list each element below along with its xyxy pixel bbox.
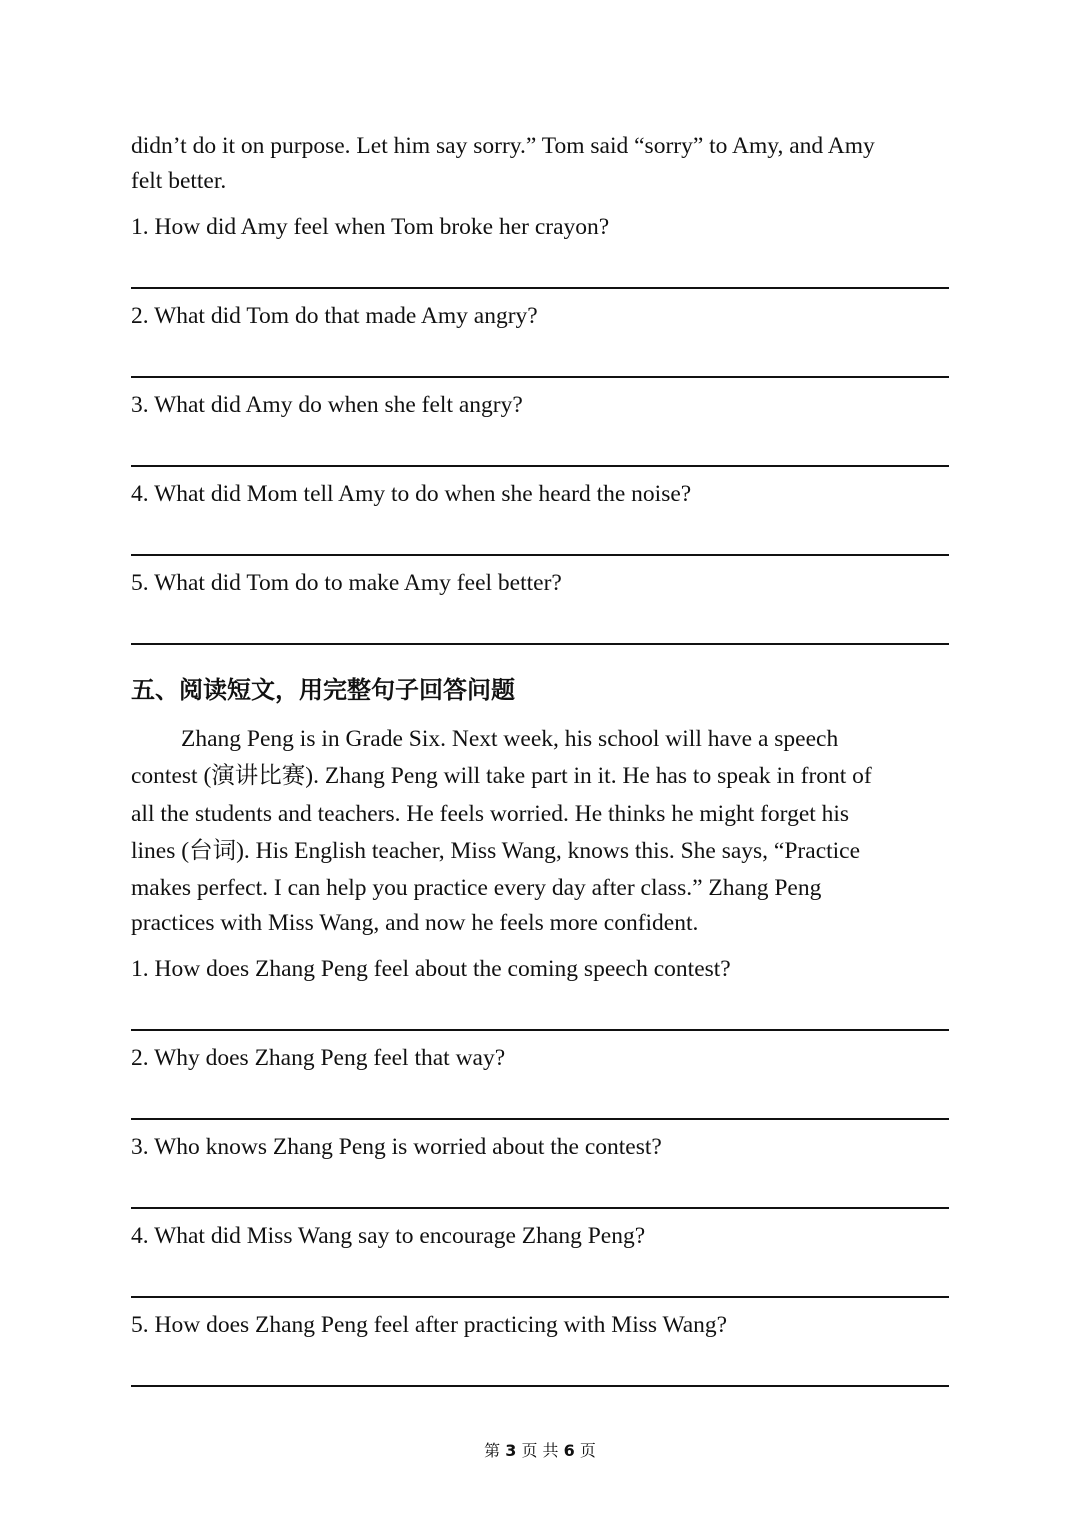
question-1: 1. How does Zhang Peng feel about the coming speech contest? (131, 956, 731, 982)
footer-suffix: 页 (579, 1441, 596, 1460)
passage-line: felt better. (131, 168, 227, 194)
page-footer (0, 1441, 1080, 1461)
passage-line: lines (台词). His English teacher, Miss Wang, knows this. She says, “Practice (131, 838, 861, 864)
question-2: 2. What did Tom do that made Amy angry? (131, 303, 538, 329)
passage-line: all the students and teachers. He feels worried. He thinks he might forget his (131, 801, 850, 827)
question-4: 4. What did Miss Wang say to encourage Zhang Peng? (131, 1223, 646, 1249)
answer-line[interactable] (131, 1296, 949, 1298)
total-page-number: 6 (563, 1441, 575, 1460)
question-1: 1. How did Amy feel when Tom broke her crayon? (131, 214, 610, 240)
answer-line[interactable] (131, 1385, 949, 1387)
footer-middle: 页 共 (521, 1441, 559, 1460)
answer-line[interactable] (131, 1118, 949, 1120)
passage-line: practices with Miss Wang, and now he feels more confident. (131, 910, 699, 936)
answer-line[interactable] (131, 554, 949, 556)
question-5: 5. How does Zhang Peng feel after practicing with Miss Wang? (131, 1312, 728, 1338)
current-page-number: 3 (505, 1441, 517, 1460)
passage-line: makes perfect. I can help you practice every day after class.” Zhang Peng (131, 875, 822, 901)
question-4: 4. What did Mom tell Amy to do when she heard the noise? (131, 481, 692, 507)
answer-line[interactable] (131, 287, 949, 289)
question-3: 3. What did Amy do when she felt angry? (131, 392, 523, 418)
question-3: 3. Who knows Zhang Peng is worried about the contest? (131, 1134, 662, 1160)
answer-line[interactable] (131, 1029, 949, 1031)
passage-line: didn’t do it on purpose. Let him say sorry.” Tom said “sorry” to Amy, and Amy (131, 133, 875, 159)
answer-line[interactable] (131, 643, 949, 645)
section-heading: 五、阅读短文，用完整句子回答问题 (131, 676, 515, 704)
answer-line[interactable] (131, 465, 949, 467)
answer-line[interactable] (131, 376, 949, 378)
passage-line: Zhang Peng is in Grade Six. Next week, his school will have a speech (181, 726, 839, 752)
passage-line: contest (演讲比赛). Zhang Peng will take part in it. He has to speak in front of (131, 763, 872, 789)
question-2: 2. Why does Zhang Peng feel that way? (131, 1045, 506, 1071)
footer-prefix: 第 (484, 1441, 501, 1460)
answer-line[interactable] (131, 1207, 949, 1209)
question-5: 5. What did Tom do to make Amy feel better? (131, 570, 562, 596)
